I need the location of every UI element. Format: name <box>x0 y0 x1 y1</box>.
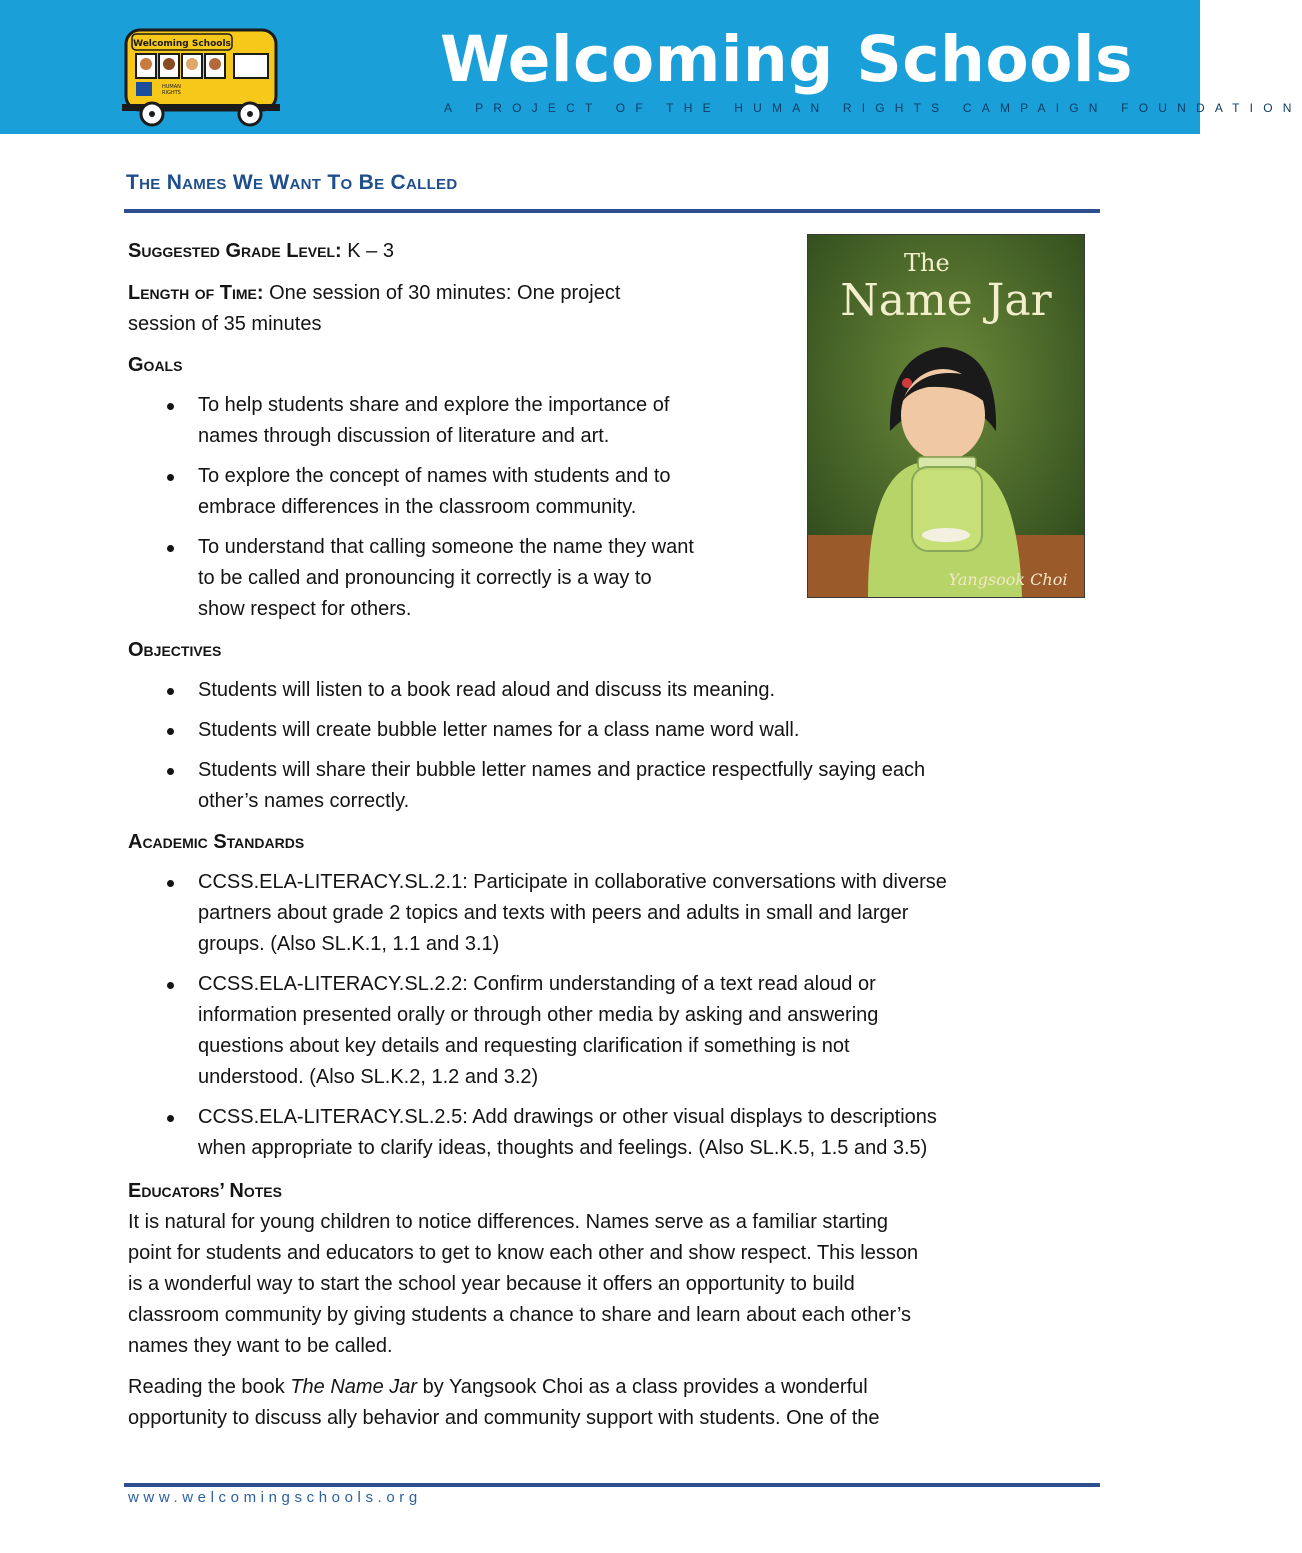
goals-heading: Goals <box>128 354 183 376</box>
academic-standards-heading: Academic Standards <box>128 831 305 853</box>
school-bus-logo <box>122 22 282 130</box>
list-item-line: embrace differences in the classroom community. <box>198 496 637 518</box>
footer-divider <box>124 1483 1100 1487</box>
paragraph-line: classroom community by giving students a chance to share and learn about each other’s <box>128 1304 912 1326</box>
educators-notes-paragraph <box>128 1207 1088 1362</box>
book-author: Yangsook Choi <box>948 570 1068 589</box>
list-item-line: information presented orally or through other media by asking and answering <box>198 1004 879 1026</box>
grade-level-value: K – 3 <box>347 240 394 262</box>
para2-text-post: by Yangsook Choi as a class provides a wonderful <box>417 1376 868 1398</box>
list-item-line: Students will share their bubble letter names and practice respectfully saying each <box>198 759 926 781</box>
list-item-line: CCSS.ELA-LITERACY.SL.2.2: Confirm understanding of a text read aloud or <box>198 973 876 995</box>
list-item <box>128 715 1088 746</box>
book-title-large: Name Jar <box>840 275 1052 326</box>
list-item <box>128 755 1088 817</box>
length-of-time-value: One session of 30 minutes: One project <box>269 282 621 304</box>
svg-text:RIGHTS: RIGHTS <box>162 90 181 96</box>
list-item-line: to be called and pronouncing it correctly is a way to <box>198 567 652 589</box>
grade-level-line <box>128 236 1088 267</box>
book-title-italic: The Name Jar <box>290 1376 418 1398</box>
list-item-line: Students will create bubble letter names for a class name word wall. <box>198 719 800 741</box>
paragraph-line <box>128 1372 1088 1403</box>
standards-list <box>128 867 1088 1164</box>
list-item-line: To explore the concept of names with students and to <box>198 465 671 487</box>
goals-list <box>128 390 1088 625</box>
list-item <box>128 1102 1088 1164</box>
educators-notes-heading: Educators’ Notes <box>128 1180 282 1202</box>
book-title-small: The <box>904 249 950 277</box>
svg-text:HUMAN: HUMAN <box>162 84 181 90</box>
objectives-heading: Objectives <box>128 639 222 661</box>
page-title: The Names We Want To Be Called <box>126 171 458 194</box>
list-item-line: To help students share and explore the importance of <box>198 394 670 416</box>
para2-text-pre: Reading the book <box>128 1376 291 1398</box>
paragraph-line: It is natural for young children to notice differences. Names serve as a familiar starting <box>128 1211 888 1233</box>
lesson-content <box>128 236 1088 1434</box>
list-item-line: questions about key details and requesting clarification if something is not <box>198 1035 850 1057</box>
paragraph-line: is a wonderful way to start the school year because it offers an opportunity to build <box>128 1273 855 1295</box>
paragraph-line: opportunity to discuss ally behavior and community support with students. One of the <box>128 1407 880 1429</box>
list-item <box>128 675 1088 706</box>
length-of-time-label: Length of Time: <box>128 282 264 304</box>
list-item-line: other’s names correctly. <box>198 790 410 812</box>
list-item-line: Students will listen to a book read aloud and discuss its meaning. <box>198 679 776 701</box>
bus-sign-text: Welcoming Schools <box>133 39 231 49</box>
list-item-line: CCSS.ELA-LITERACY.SL.2.1: Participate in collaborative conversations with diverse <box>198 871 947 893</box>
objectives-list <box>128 675 1088 817</box>
tagline: A PROJECT OF THE HUMAN RIGHTS CAMPAIGN FOUNDATION <box>444 101 1302 115</box>
list-item <box>128 969 1088 1093</box>
list-item <box>128 867 1088 960</box>
list-item-line: show respect for others. <box>198 598 412 620</box>
list-item-line: names through discussion of literature and art. <box>198 425 610 447</box>
header-banner <box>0 0 1302 134</box>
list-item <box>128 461 788 523</box>
list-item-line: partners about grade 2 topics and texts with peers and adults in small and larger <box>198 902 909 924</box>
list-item-line: groups. (Also SL.K.1, 1.1 and 3.1) <box>198 933 500 955</box>
grade-level-label: Suggested Grade Level: <box>128 240 342 262</box>
list-item-line: understood. (Also SL.K.2, 1.2 and 3.2) <box>198 1066 539 1088</box>
list-item <box>128 390 788 452</box>
list-item-line: when appropriate to clarify ideas, thoughts and feelings. (Also SL.K.5, 1.5 and 3.5) <box>198 1137 928 1159</box>
list-item-line: CCSS.ELA-LITERACY.SL.2.5: Add drawings or other visual displays to descriptions <box>198 1106 937 1128</box>
brand-name: Welcoming Schools <box>440 23 1134 96</box>
educators-notes-paragraph-2 <box>128 1372 1088 1434</box>
paragraph-line: names they want to be called. <box>128 1335 393 1357</box>
list-item <box>128 532 788 625</box>
list-item-line: To understand that calling someone the name they want <box>198 536 694 558</box>
length-of-time-value-cont: session of 35 minutes <box>128 313 322 335</box>
title-divider <box>124 209 1100 213</box>
length-of-time-line <box>128 278 1088 309</box>
footer-website-link[interactable]: www.welcomingschools.org <box>128 1489 422 1506</box>
paragraph-line: point for students and educators to get to know each other and show respect. This lesson <box>128 1242 919 1264</box>
